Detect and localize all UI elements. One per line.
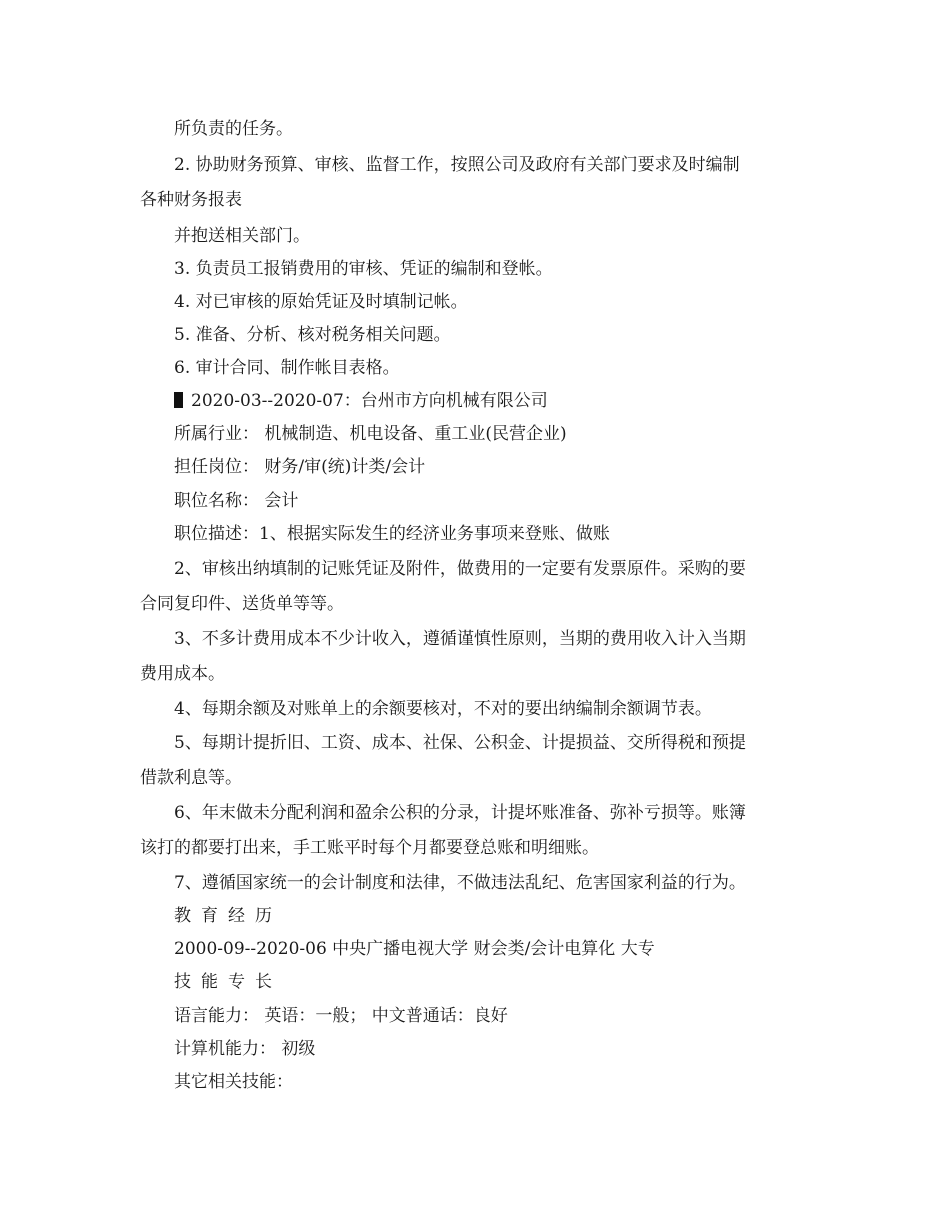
job-heading: [174, 389, 548, 413]
text-line: 职位名称： 会计: [174, 491, 299, 511]
text-line: 4. 对已审核的原始凭证及时填制记帐。: [174, 292, 468, 312]
text-line: 职位描述：1、根据实际发生的经济业务事项来登账、做账: [174, 524, 610, 544]
text-line: 该打的都要打出来，手工账平时每个月都要登总账和明细账。: [140, 838, 599, 858]
text-line: 2、审核出纳填制的记账凭证及附件，做费用的一定要有发票原件。采购的要: [174, 559, 746, 579]
text-line: 3、不多计费用成本不少计收入，遵循谨慎性原则，当期的费用收入计入当期: [174, 629, 746, 649]
section-heading-education: 教育经历: [174, 906, 282, 926]
text-line: 合同复印件、送货单等等。: [140, 594, 344, 614]
text-line: 3. 负责员工报销费用的审核、凭证的编制和登帐。: [174, 259, 553, 279]
text-line: 担任岗位： 财务/审(统)计类/会计: [174, 457, 426, 477]
text-line: 各种财务报表: [140, 190, 242, 210]
text-line: 其它相关技能：: [174, 1072, 293, 1092]
text-line: 6. 审计合同、制作帐目表格。: [174, 358, 400, 378]
text-line: 借款利息等。: [140, 768, 242, 788]
text-line: 费用成本。: [140, 664, 225, 684]
bullet-marker: [174, 392, 183, 408]
section-heading-skills: 技能专长: [174, 972, 282, 992]
text-line: 计算机能力： 初级: [174, 1039, 316, 1059]
text-line: 2000-09--2020-06 中央广播电视大学 财会类/会计电算化 大专: [174, 939, 655, 959]
text-line: 2. 协助财务预算、审核、监督工作，按照公司及政府有关部门要求及时编制: [174, 155, 740, 175]
text-line: 6、年末做未分配利润和盈余公积的分录，计提坏账准备、弥补亏损等。账簿: [174, 803, 746, 823]
text-line: 4、每期余额及对账单上的余额要核对，不对的要出纳编制余额调节表。: [174, 699, 712, 719]
text-line: 所属行业： 机械制造、机电设备、重工业(民营企业): [174, 424, 567, 444]
text-line: 5、每期计提折旧、工资、成本、社保、公积金、计提损益、交所得税和预提: [174, 733, 746, 753]
text-line: 所负责的任务。: [174, 119, 293, 139]
text-line: 语言能力： 英语：一般； 中文普通话：良好: [174, 1006, 508, 1026]
job-heading-text: 2020-03--2020-07：台州市方向机械有限公司: [191, 391, 548, 411]
text-line: 并抱送相关部门。: [174, 226, 310, 246]
text-line: 7、遵循国家统一的会计制度和法律，不做违法乱纪、危害国家利益的行为。: [174, 873, 746, 893]
text-line: 5. 准备、分析、核对税务相关问题。: [174, 325, 451, 345]
